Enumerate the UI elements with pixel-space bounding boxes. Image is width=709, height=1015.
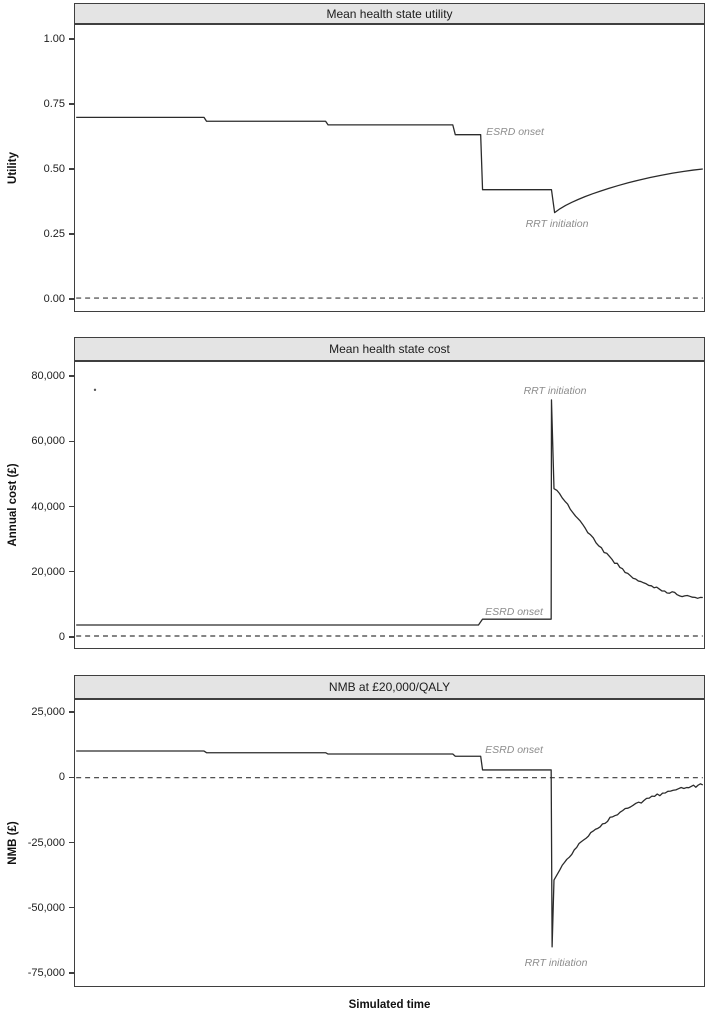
y-tick-label: 0.25	[43, 228, 65, 240]
y-tick-label: 20,000	[31, 565, 65, 578]
plot-area-utility	[74, 24, 705, 312]
x-axis-title: Simulated time	[348, 999, 431, 1011]
annotation-rrt-initiation: RRT initiation	[523, 385, 587, 397]
y-tick-label: 0.50	[43, 163, 65, 175]
y-tick-label: 40,000	[31, 500, 65, 513]
y-tick-label: 1.00	[43, 33, 65, 46]
plot-area-nmb	[74, 699, 705, 987]
annotation-esrd-onset: ESRD onset	[486, 126, 544, 138]
panel-title-cost: Mean health state cost	[329, 342, 450, 356]
series-line	[76, 400, 703, 625]
plot-area-cost	[74, 361, 705, 649]
stray-point	[94, 389, 96, 391]
y-tick-label: 0	[58, 771, 65, 784]
y-tick-label: 0.75	[43, 98, 65, 111]
y-tick-label: 80,000	[31, 370, 65, 382]
y-tick-label: -25,000	[27, 836, 65, 849]
chart-svg	[75, 700, 704, 986]
annotation-rrt-initiation: RRT initiation	[525, 218, 589, 230]
chart-svg	[75, 362, 704, 648]
y-tick-label: -75,000	[27, 966, 65, 979]
y-tick-label: 25,000	[31, 706, 65, 718]
y-tick-label: 0	[58, 630, 65, 643]
annotation-rrt-initiation: RRT initiation	[524, 957, 588, 969]
panel-title-strip-nmb	[74, 675, 705, 699]
annotation-esrd-onset: ESRD onset	[485, 744, 543, 756]
y-tick-label: -50,000	[27, 901, 65, 914]
series-line	[76, 117, 703, 212]
panel-title-utility: Mean health state utility	[326, 6, 453, 21]
panel-title-strip-cost	[74, 337, 705, 361]
panel-title-strip-utility	[74, 3, 705, 24]
chart-svg	[75, 25, 704, 311]
y-tick-label: 60,000	[31, 435, 65, 448]
y-axis-title-cost: Annual cost (£)	[7, 463, 19, 547]
y-axis-title-utility: Utility	[7, 152, 19, 184]
y-axis-title-nmb: NMB (£)	[7, 821, 19, 865]
panel-title-nmb: NMB at £20,000/QALY	[328, 680, 451, 694]
series-line	[76, 751, 703, 947]
annotation-esrd-onset: ESRD onset	[485, 606, 543, 618]
y-tick-label: 0.00	[43, 293, 65, 305]
